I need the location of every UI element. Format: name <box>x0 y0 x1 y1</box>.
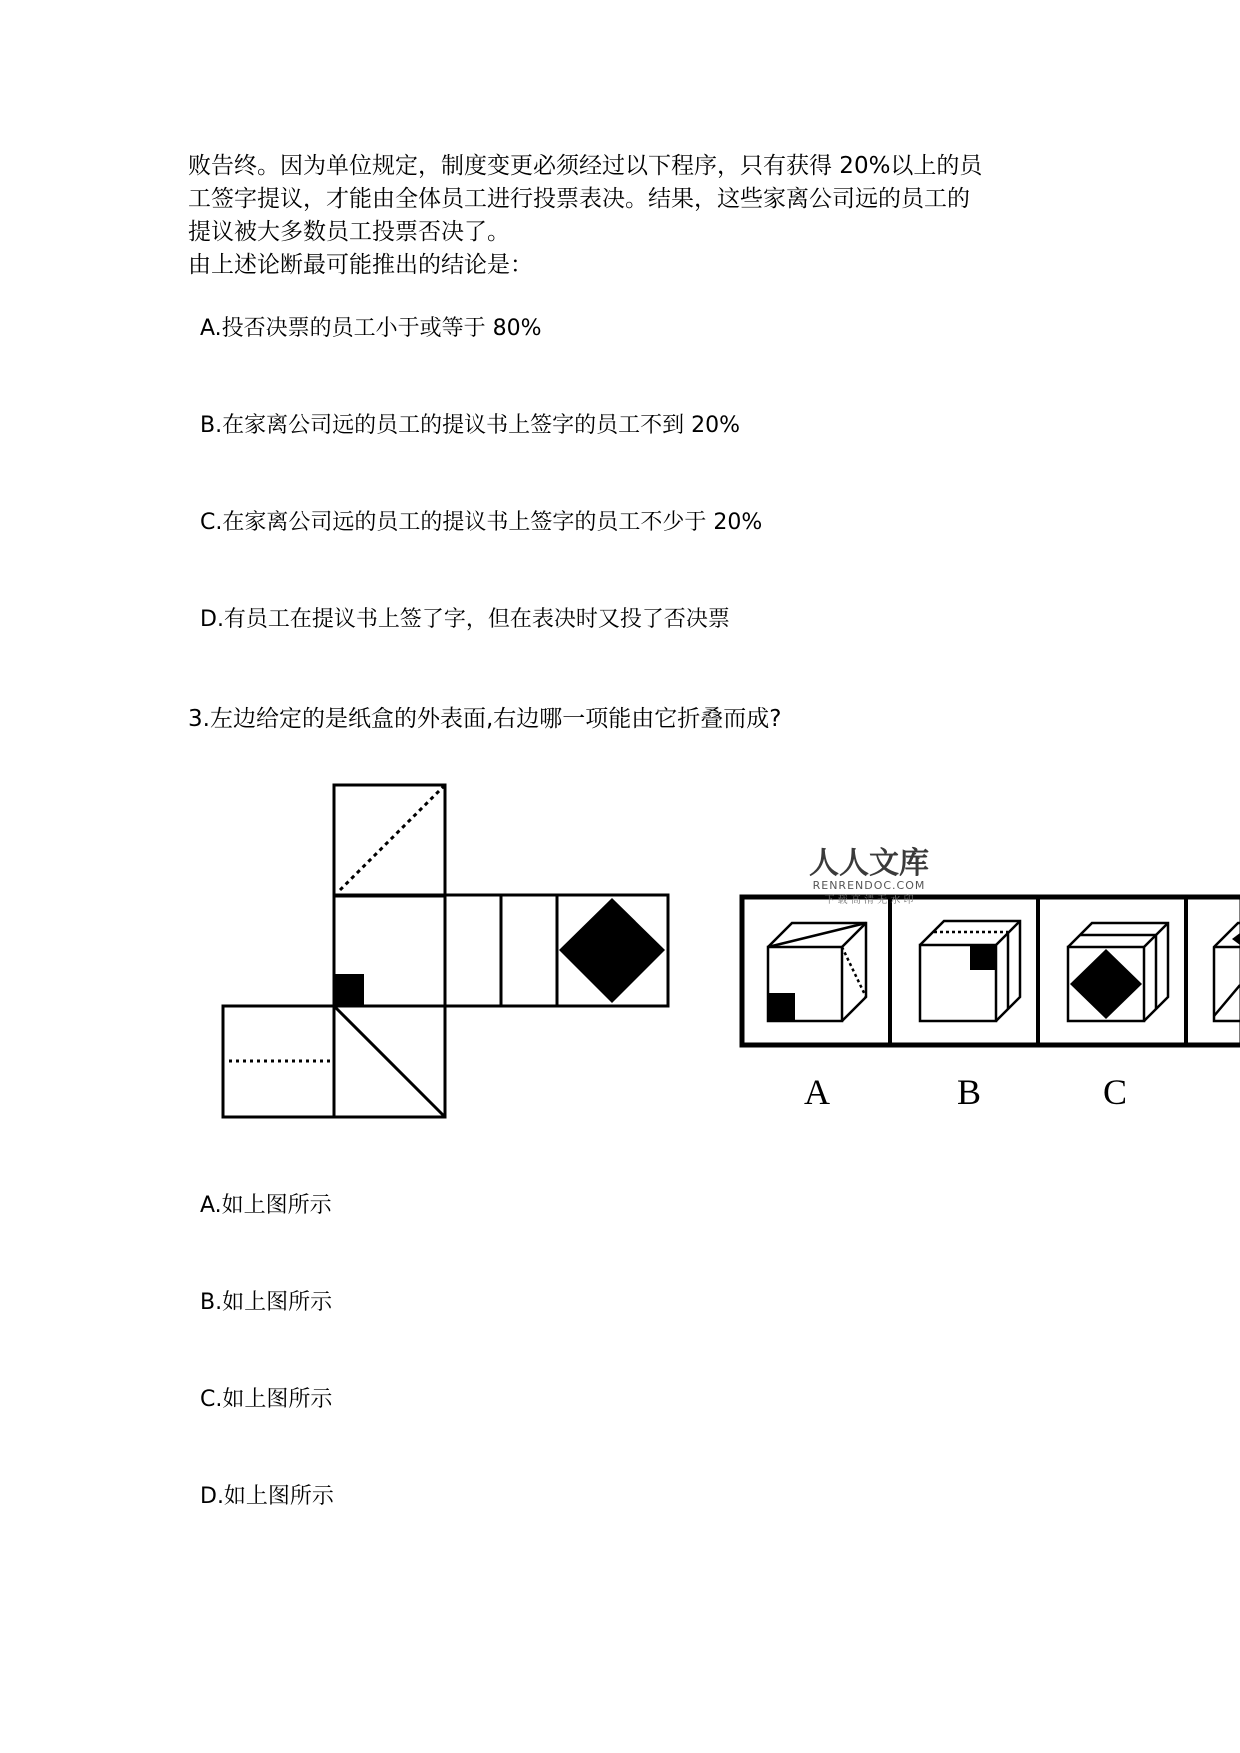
cube-a <box>768 923 866 1021</box>
cube-c-diamond <box>1070 949 1142 1019</box>
q3-question: 3.左边给定的是纸盒的外表面,右边哪一项能由它折叠而成? <box>188 706 782 732</box>
cube-d-black-mark <box>1232 933 1240 945</box>
watermark-sub: 下 载 高 清 无 水 印 <box>824 895 914 906</box>
cube-a-small-square <box>769 993 795 1021</box>
net-face-top <box>334 785 445 896</box>
net-solid-diagonal <box>334 1006 445 1117</box>
cube-d-partial <box>1214 923 1240 1021</box>
passage-line: 工签字提议，才能由全体员工进行投票表决。结果，这些家离公司远的员工的 <box>188 186 970 212</box>
net-small-square <box>333 974 364 1005</box>
cube-d-diagonal <box>1214 985 1240 1016</box>
passage-line: 败告终。因为单位规定，制度变更必须经过以下程序，只有获得 20%以上的员 <box>188 153 983 179</box>
cube-net <box>223 785 668 1117</box>
q3-option-c[interactable]: C.如上图所示 <box>200 1387 333 1412</box>
q3-option-d[interactable]: D.如上图所示 <box>200 1484 334 1509</box>
cube-b-small-square <box>970 946 995 970</box>
q2-option-b[interactable]: B.在家离公司远的员工的提议书上签字的员工不到 20% <box>200 413 740 438</box>
q2-option-c[interactable]: C.在家离公司远的员工的提议书上签字的员工不少于 20% <box>200 510 763 535</box>
label-b: B <box>956 1072 982 1112</box>
net-face-strip-1 <box>445 895 501 1006</box>
net-dotted-diagonal <box>340 785 445 890</box>
cube-a-top-diagonal <box>768 923 866 947</box>
passage-line: 由上述论断最可能推出的结论是： <box>188 252 533 278</box>
q2-option-a[interactable]: A.投否决票的员工小于或等于 80% <box>200 316 542 341</box>
q3-option-b[interactable]: B.如上图所示 <box>200 1290 333 1315</box>
label-a: A <box>804 1072 830 1112</box>
watermark-main: 人人文库 <box>809 846 929 881</box>
q3-option-a[interactable]: A.如上图所示 <box>200 1193 332 1218</box>
answer-strip <box>742 897 1240 1045</box>
label-c: C <box>1102 1072 1128 1112</box>
net-diamond <box>559 898 665 1003</box>
passage-line: 提议被大多数员工投票否决了。 <box>188 219 510 245</box>
cube-b <box>920 921 1020 1021</box>
q2-option-d[interactable]: D.有员工在提议书上签了字，但在表决时又投了否决票 <box>200 607 730 632</box>
watermark <box>809 846 929 906</box>
net-face-strip-2 <box>501 895 557 1006</box>
answer-frame <box>742 897 1240 1045</box>
watermark-url: RENRENDOC.COM <box>812 879 926 892</box>
cube-c <box>1068 923 1168 1021</box>
cube-a-dotted-diagonal <box>842 947 866 997</box>
